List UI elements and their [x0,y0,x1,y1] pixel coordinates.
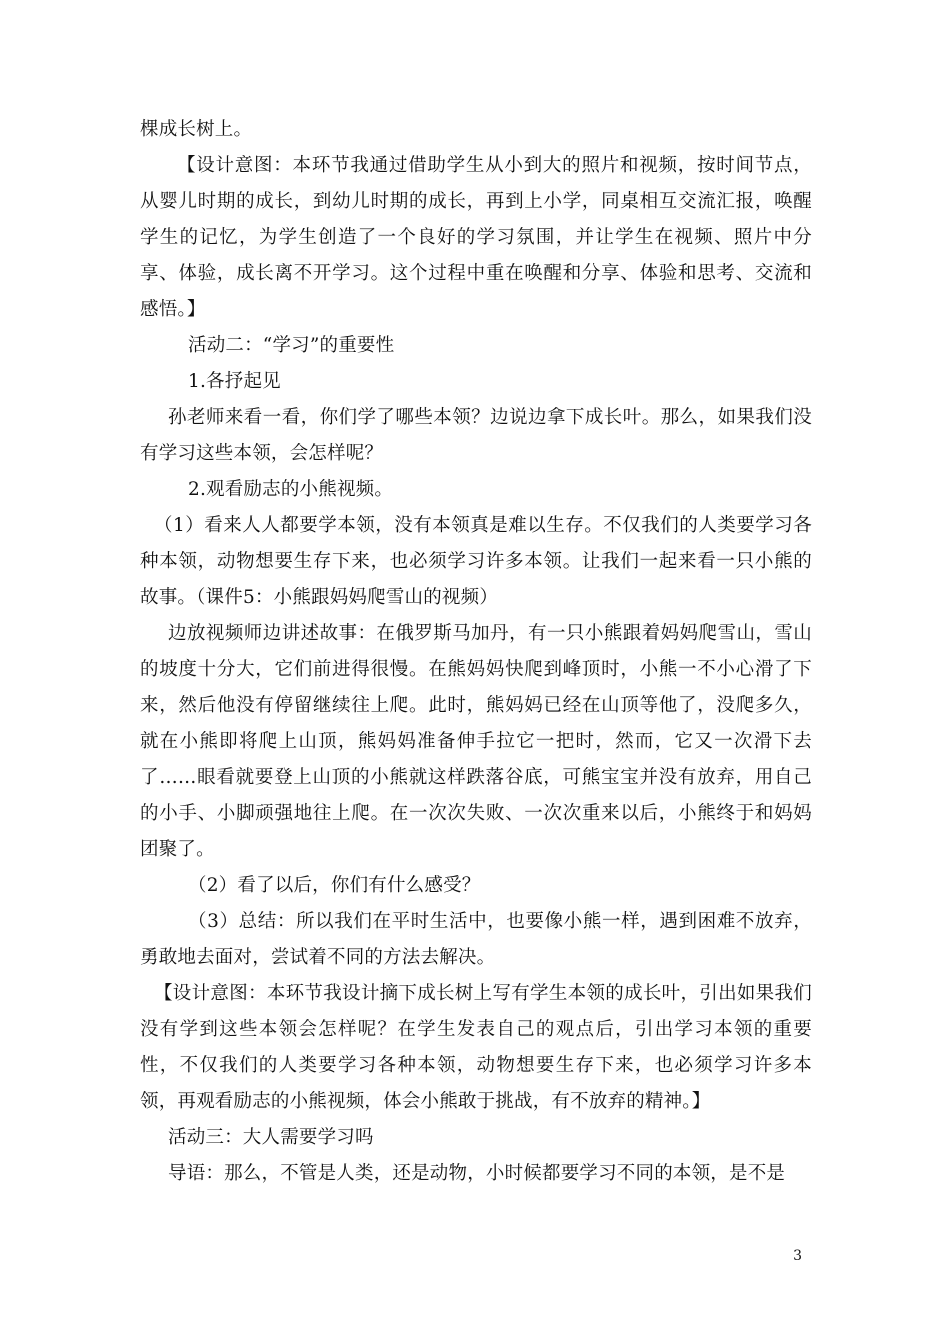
paragraph-story: 边放视频师边讲述故事：在俄罗斯马加丹，有一只小熊跟着妈妈爬雪山，雪山的坡度十分大，它们前进得很慢。在熊妈妈快爬到峰顶时，小熊一不小心滑了下来，然后他没有停留继续往上爬。此时，熊妈妈已经在山顶等他了，没爬多久，就在小熊即将爬上山顶，熊妈妈准备伸手拉它一把时，然而，它又一次滑下去了……眼看就要登上山顶的小熊就这样跌落谷底，可熊宝宝并没有放弃，用自己的小手、小脚顽强地往上爬。在一次次失败、一次次重来以后，小熊终于和妈妈团聚了。 [140,623,812,860]
subheading-step-1: 1.各抒起见 [188,371,281,392]
page-number: 3 [793,1248,802,1264]
paragraph-continuation: 棵成长树上。 [140,119,253,140]
paragraph-design-intent-1: 【设计意图：本环节我通过借助学生从小到大的照片和视频，按时间节点，从婴儿时期的成长，到幼儿时期的成长，再到上小学，同桌相互交流汇报，唤醒学生的记忆，为学生创造了一个良好的学习氛围，并让学生在视频、照片中分享、体验，成长离不开学习。这个过程中重在唤醒和分享、体验和思考、交流和感悟。】 [140,155,812,320]
heading-activity-two: 活动二：“学习”的重要性 [188,335,395,356]
heading-activity-three: 活动三：大人需要学习吗 [168,1127,374,1148]
paragraph-point-3: （3）总结：所以我们在平时生活中，也要像小熊一样，遇到困难不放弃，勇敢地去面对，尝试着不同的方法去解决。 [140,911,812,968]
subheading-step-2: 2.观看励志的小熊视频。 [188,479,394,500]
document-body [140,112,812,1192]
paragraph-teacher-question: 孙老师来看一看，你们学了哪些本领？边说边拿下成长叶。那么，如果我们没有学习这些本领，会怎样呢？ [140,407,812,464]
paragraph-point-1: （1）看来人人都要学本领，没有本领真是难以生存。不仅我们的人类要学习各种本领，动物想要生存下来，也必须学习许多本领。让我们一起来看一只小熊的故事。（课件5：小熊跟妈妈爬雪山的视频） [140,515,812,608]
paragraph-point-2: （2）看了以后，你们有什么感受？ [188,875,481,896]
paragraph-intro: 导语：那么，不管是人类，还是动物，小时候都要学习不同的本领，是不是 [168,1163,786,1184]
paragraph-design-intent-2: 【设计意图：本环节我设计摘下成长树上写有学生本领的成长叶，引出如果我们没有学到这些本领会怎样呢？在学生发表自己的观点后，引出学习本领的重要性，不仅我们的人类要学习各种本领，动物想要生存下来，也必须学习许多本领，再观看励志的小熊视频，体会小熊敢于挑战，有不放弃的精神。】 [140,983,812,1112]
